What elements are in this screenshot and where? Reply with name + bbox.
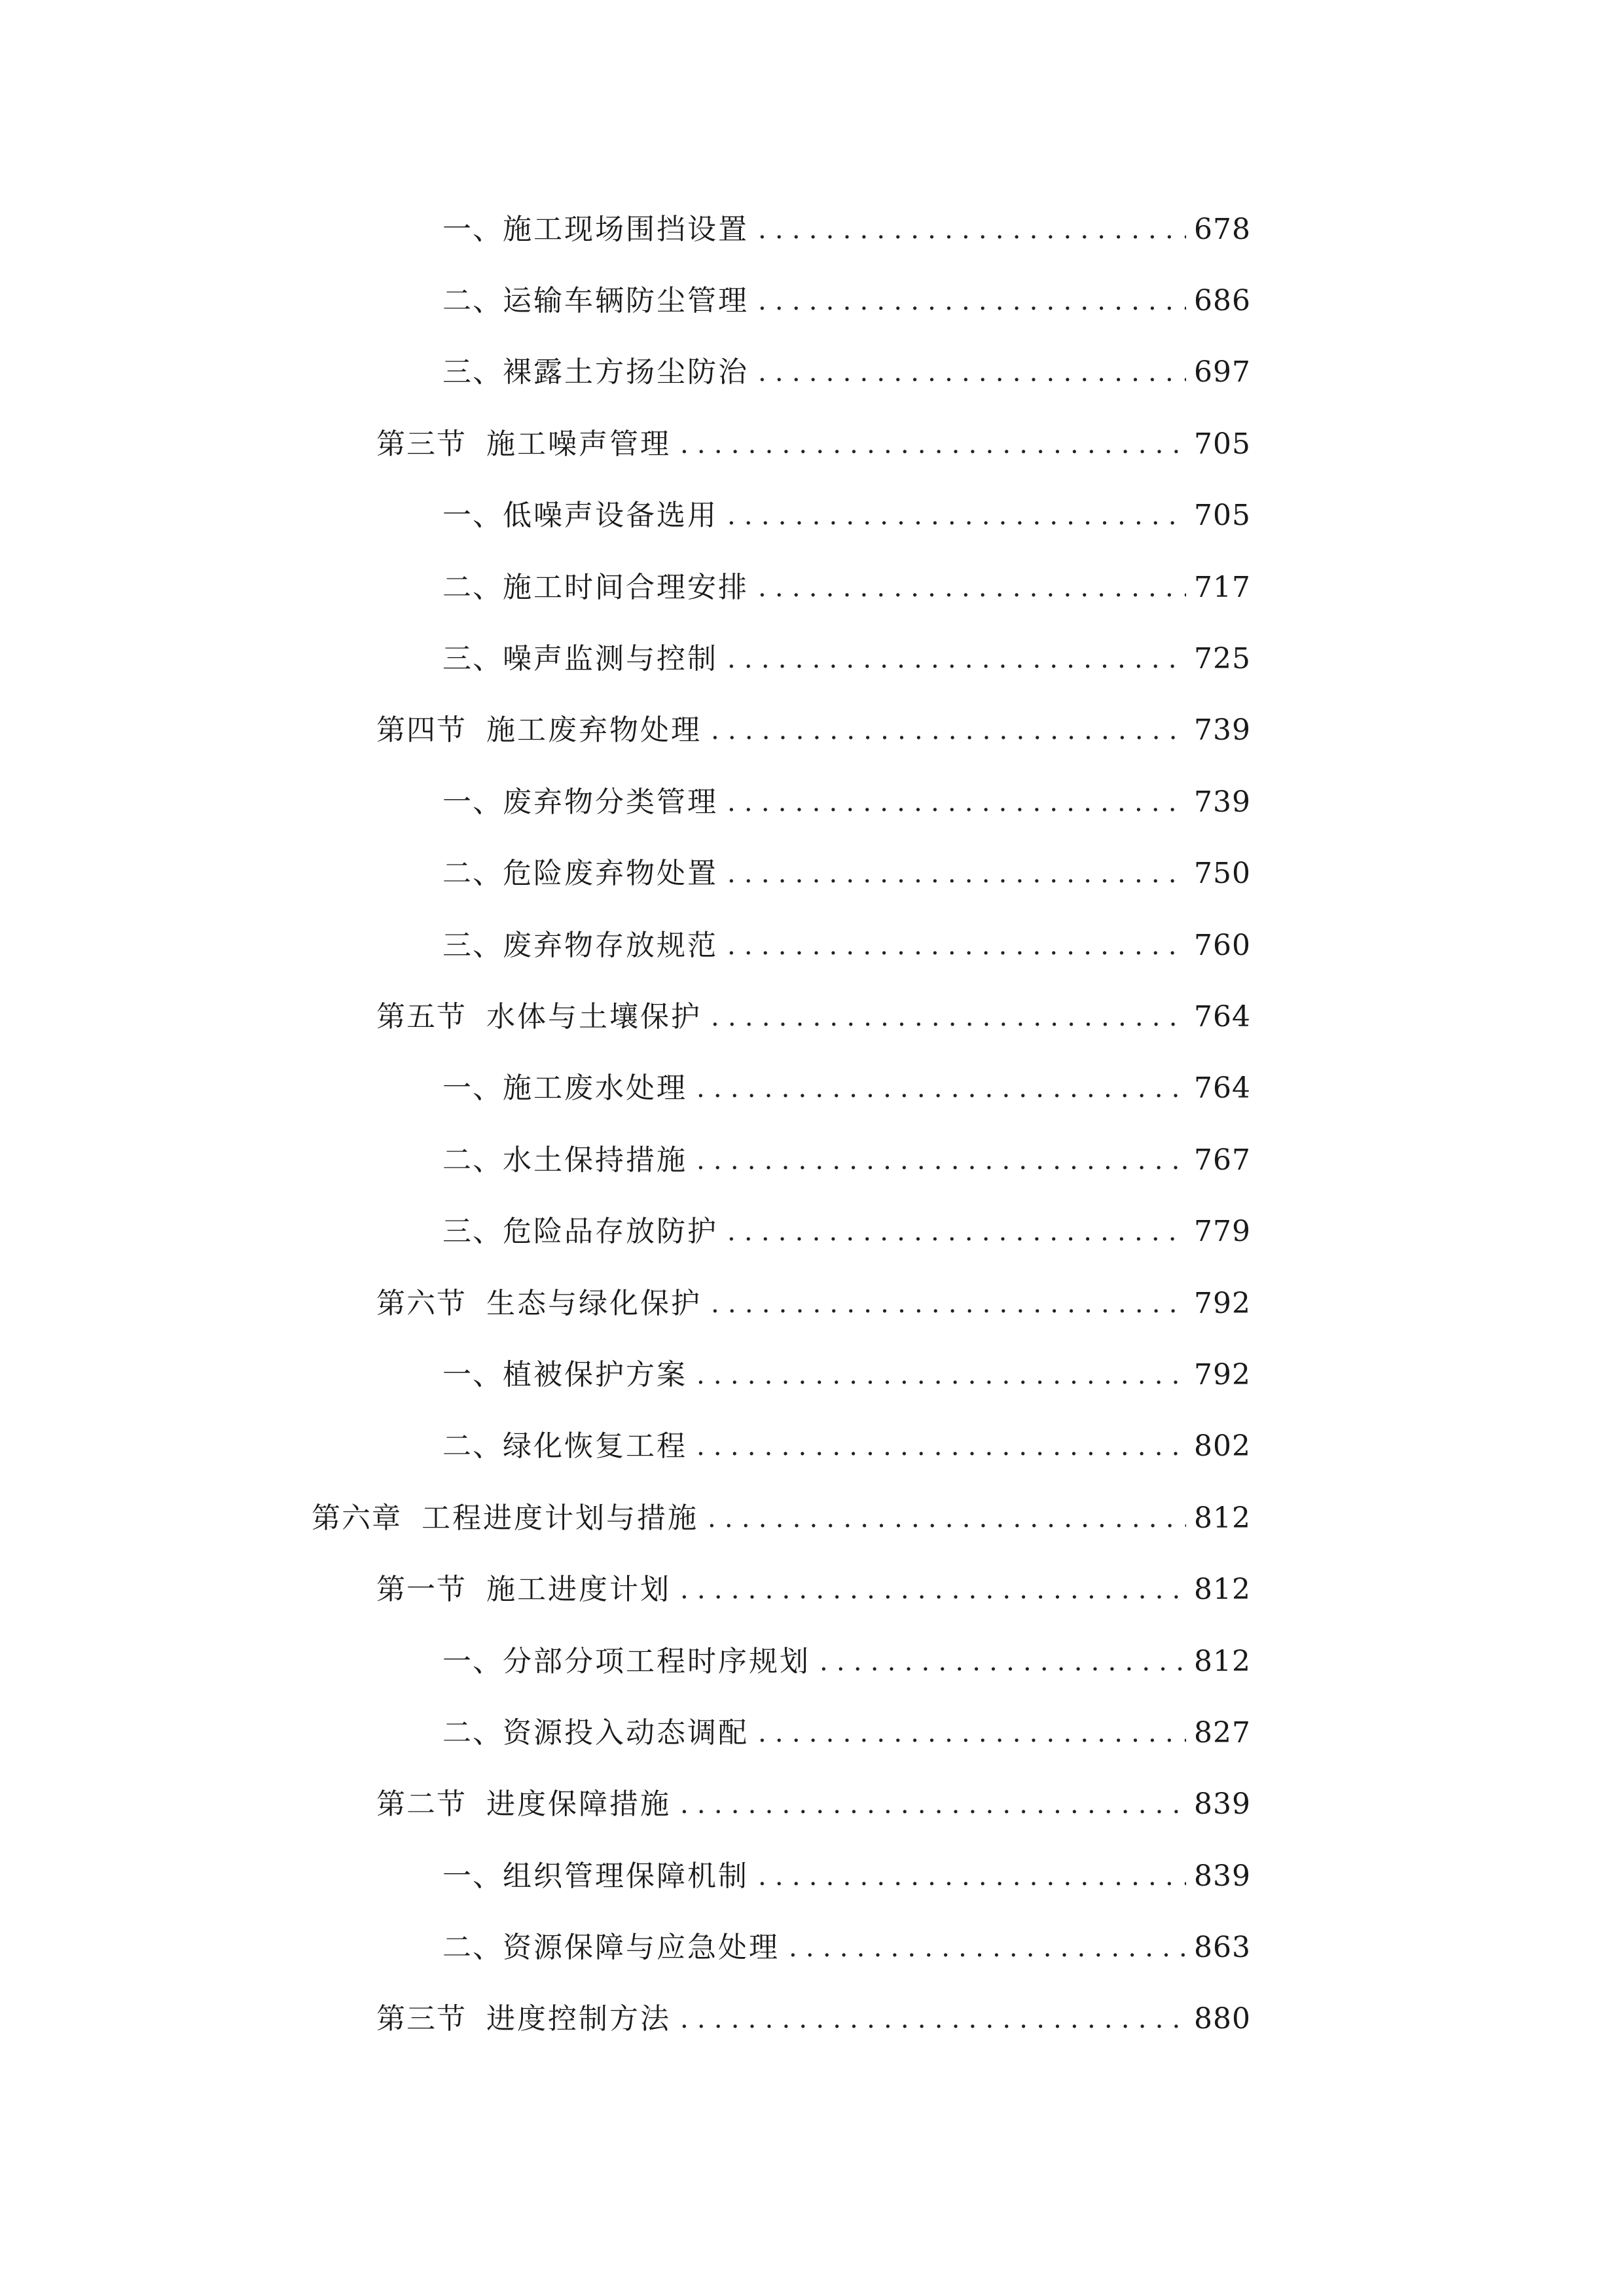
toc-dot-leader <box>727 861 1186 887</box>
toc-entry-title: 危险品存放防护 <box>503 1215 718 1249</box>
toc-entry-number: 二、 <box>442 1931 503 1965</box>
toc-entry-item[interactable] <box>0 1339 1624 1410</box>
toc-entry-page-number: 827 <box>1194 1715 1251 1749</box>
toc-entry-page-number: 767 <box>1194 1143 1251 1177</box>
toc-entry-title: 水体与土壤保护 <box>486 999 702 1033</box>
toc-entry-title: 植被保护方案 <box>503 1357 687 1391</box>
toc-dot-leader <box>727 503 1186 529</box>
toc-dot-leader <box>758 1720 1186 1746</box>
toc-entry-title: 噪声监测与控制 <box>503 642 718 676</box>
toc-dot-leader <box>696 1362 1186 1388</box>
toc-dot-leader <box>680 2006 1186 2032</box>
toc-dot-leader <box>727 1219 1186 1245</box>
table-of-contents <box>0 194 1624 2055</box>
toc-entry-item[interactable] <box>0 1411 1624 1482</box>
toc-entry-section[interactable] <box>0 1769 1624 1840</box>
toc-entry-item[interactable] <box>0 623 1624 694</box>
toc-entry-title: 废弃物存放规范 <box>503 928 718 962</box>
toc-entry-page-number: 812 <box>1194 1501 1251 1535</box>
toc-entry-number: 第四节 <box>376 713 467 747</box>
toc-entry-title: 分部分项工程时序规划 <box>503 1644 810 1678</box>
toc-entry-number: 一、 <box>442 499 503 533</box>
toc-entry-number: 第六节 <box>376 1286 467 1320</box>
toc-entry-number: 第三节 <box>376 427 467 461</box>
toc-entry-number: 第三节 <box>376 2002 467 2036</box>
toc-entry-page-number: 739 <box>1194 713 1251 747</box>
toc-entry-page-number: 792 <box>1194 1357 1251 1391</box>
toc-entry-title: 资源投入动态调配 <box>503 1715 749 1749</box>
toc-entry-number: 一、 <box>442 212 503 246</box>
toc-entry-page-number: 697 <box>1194 355 1251 389</box>
toc-entry-title: 运输车辆防尘管理 <box>503 284 749 318</box>
toc-entry-page-number: 717 <box>1194 570 1251 604</box>
toc-entry-number: 第二节 <box>376 1787 467 1821</box>
toc-dot-leader <box>727 646 1186 672</box>
toc-entry-item[interactable] <box>0 1697 1624 1768</box>
toc-entry-item[interactable] <box>0 552 1624 623</box>
toc-entry-title: 施工时间合理安排 <box>503 570 749 604</box>
toc-entry-title: 绿化恢复工程 <box>503 1429 687 1463</box>
toc-dot-leader <box>696 1433 1186 1460</box>
toc-entry-page-number: 812 <box>1194 1644 1251 1678</box>
toc-entry-title: 施工废水处理 <box>503 1071 687 1105</box>
toc-entry-page-number: 725 <box>1194 642 1251 676</box>
toc-entry-number: 三、 <box>442 928 503 962</box>
toc-entry-number: 一、 <box>442 1859 503 1893</box>
toc-entry-section[interactable] <box>0 1268 1624 1339</box>
toc-dot-leader <box>711 1291 1186 1317</box>
toc-entry-number: 三、 <box>442 355 503 389</box>
toc-entry-page-number: 760 <box>1194 928 1251 962</box>
toc-entry-item[interactable] <box>0 1124 1624 1196</box>
toc-entry-item[interactable] <box>0 838 1624 910</box>
toc-entry-title: 危险废弃物处置 <box>503 857 718 891</box>
toc-entry-section[interactable] <box>0 408 1624 480</box>
toc-entry-page-number: 812 <box>1194 1573 1251 1607</box>
toc-entry-page-number: 792 <box>1194 1286 1251 1320</box>
toc-dot-leader <box>680 1791 1186 1818</box>
toc-entry-title: 废弃物分类管理 <box>503 785 718 819</box>
toc-dot-leader <box>758 359 1186 386</box>
toc-entry-page-number: 839 <box>1194 1787 1251 1821</box>
toc-entry-number: 一、 <box>442 1357 503 1391</box>
toc-entry-section[interactable] <box>0 1984 1624 2055</box>
toc-entry-number: 第五节 <box>376 999 467 1033</box>
toc-entry-item[interactable] <box>0 1912 1624 1983</box>
toc-entry-page-number: 750 <box>1194 857 1251 891</box>
toc-dot-leader <box>820 1649 1186 1675</box>
toc-entry-page-number: 705 <box>1194 427 1251 461</box>
toc-entry-number: 三、 <box>442 642 503 676</box>
toc-dot-leader <box>708 1505 1186 1532</box>
toc-dot-leader <box>680 1577 1186 1603</box>
toc-entry-number: 二、 <box>442 1715 503 1749</box>
toc-entry-title: 工程进度计划与措施 <box>422 1501 698 1535</box>
toc-entry-item[interactable] <box>0 1053 1624 1124</box>
toc-dot-leader <box>727 933 1186 959</box>
toc-dot-leader <box>696 1147 1186 1174</box>
toc-entry-number: 三、 <box>442 1215 503 1249</box>
toc-entry-number: 二、 <box>442 1429 503 1463</box>
toc-entry-page-number: 839 <box>1194 1859 1251 1893</box>
toc-entry-number: 二、 <box>442 857 503 891</box>
toc-entry-page-number: 678 <box>1194 212 1251 246</box>
toc-entry-title: 施工废弃物处理 <box>486 713 702 747</box>
toc-entry-number: 一、 <box>442 785 503 819</box>
toc-entry-item[interactable] <box>0 1840 1624 1912</box>
toc-dot-leader <box>789 1935 1186 1961</box>
toc-entry-page-number: 863 <box>1194 1931 1251 1965</box>
toc-dot-leader <box>758 575 1186 601</box>
toc-entry-item[interactable] <box>0 766 1624 838</box>
toc-entry-title: 生态与绿化保护 <box>486 1286 702 1320</box>
toc-entry-page-number: 739 <box>1194 785 1251 819</box>
toc-entry-number: 一、 <box>442 1071 503 1105</box>
toc-entry-item[interactable] <box>0 1626 1624 1697</box>
toc-entry-title: 施工噪声管理 <box>486 427 671 461</box>
toc-entry-title: 低噪声设备选用 <box>503 499 718 533</box>
toc-entry-section[interactable] <box>0 981 1624 1052</box>
toc-entry-item[interactable] <box>0 480 1624 552</box>
toc-entry-item[interactable] <box>0 1196 1624 1267</box>
toc-entry-title: 资源保障与应急处理 <box>503 1931 780 1965</box>
toc-dot-leader <box>727 789 1186 816</box>
toc-entry-number: 一、 <box>442 1644 503 1678</box>
toc-entry-page-number: 764 <box>1194 999 1251 1033</box>
toc-dot-leader <box>711 717 1186 744</box>
toc-entry-number: 第六章 <box>312 1501 402 1535</box>
toc-entry-chapter[interactable] <box>0 1482 1624 1554</box>
toc-dot-leader <box>680 431 1186 457</box>
toc-entry-page-number: 779 <box>1194 1215 1251 1249</box>
toc-entry-title: 进度保障措施 <box>486 1787 671 1821</box>
toc-entry-title: 进度控制方法 <box>486 2002 671 2036</box>
toc-entry-title: 施工进度计划 <box>486 1573 671 1607</box>
toc-entry-page-number: 705 <box>1194 499 1251 533</box>
toc-entry-page-number: 880 <box>1194 2002 1251 2036</box>
toc-entry-number: 第一节 <box>376 1573 467 1607</box>
toc-entry-section[interactable] <box>0 1554 1624 1625</box>
toc-entry-title: 施工现场围挡设置 <box>503 212 749 246</box>
toc-dot-leader <box>758 217 1186 243</box>
toc-entry-item[interactable] <box>0 337 1624 408</box>
toc-entry-item[interactable] <box>0 910 1624 981</box>
toc-entry-title: 组织管理保障机制 <box>503 1859 749 1893</box>
toc-dot-leader <box>758 1863 1186 1890</box>
toc-entry-item[interactable] <box>0 194 1624 265</box>
toc-entry-page-number: 686 <box>1194 284 1251 318</box>
toc-dot-leader <box>696 1075 1186 1102</box>
toc-entry-number: 二、 <box>442 570 503 604</box>
toc-dot-leader <box>758 288 1186 314</box>
toc-entry-title: 裸露土方扬尘防治 <box>503 355 749 389</box>
toc-entry-page-number: 802 <box>1194 1429 1251 1463</box>
toc-entry-item[interactable] <box>0 265 1624 336</box>
toc-entry-title: 水土保持措施 <box>503 1143 687 1177</box>
toc-dot-leader <box>711 1004 1186 1030</box>
toc-entry-number: 二、 <box>442 1143 503 1177</box>
toc-entry-number: 二、 <box>442 284 503 318</box>
toc-entry-section[interactable] <box>0 695 1624 766</box>
toc-entry-page-number: 764 <box>1194 1071 1251 1105</box>
